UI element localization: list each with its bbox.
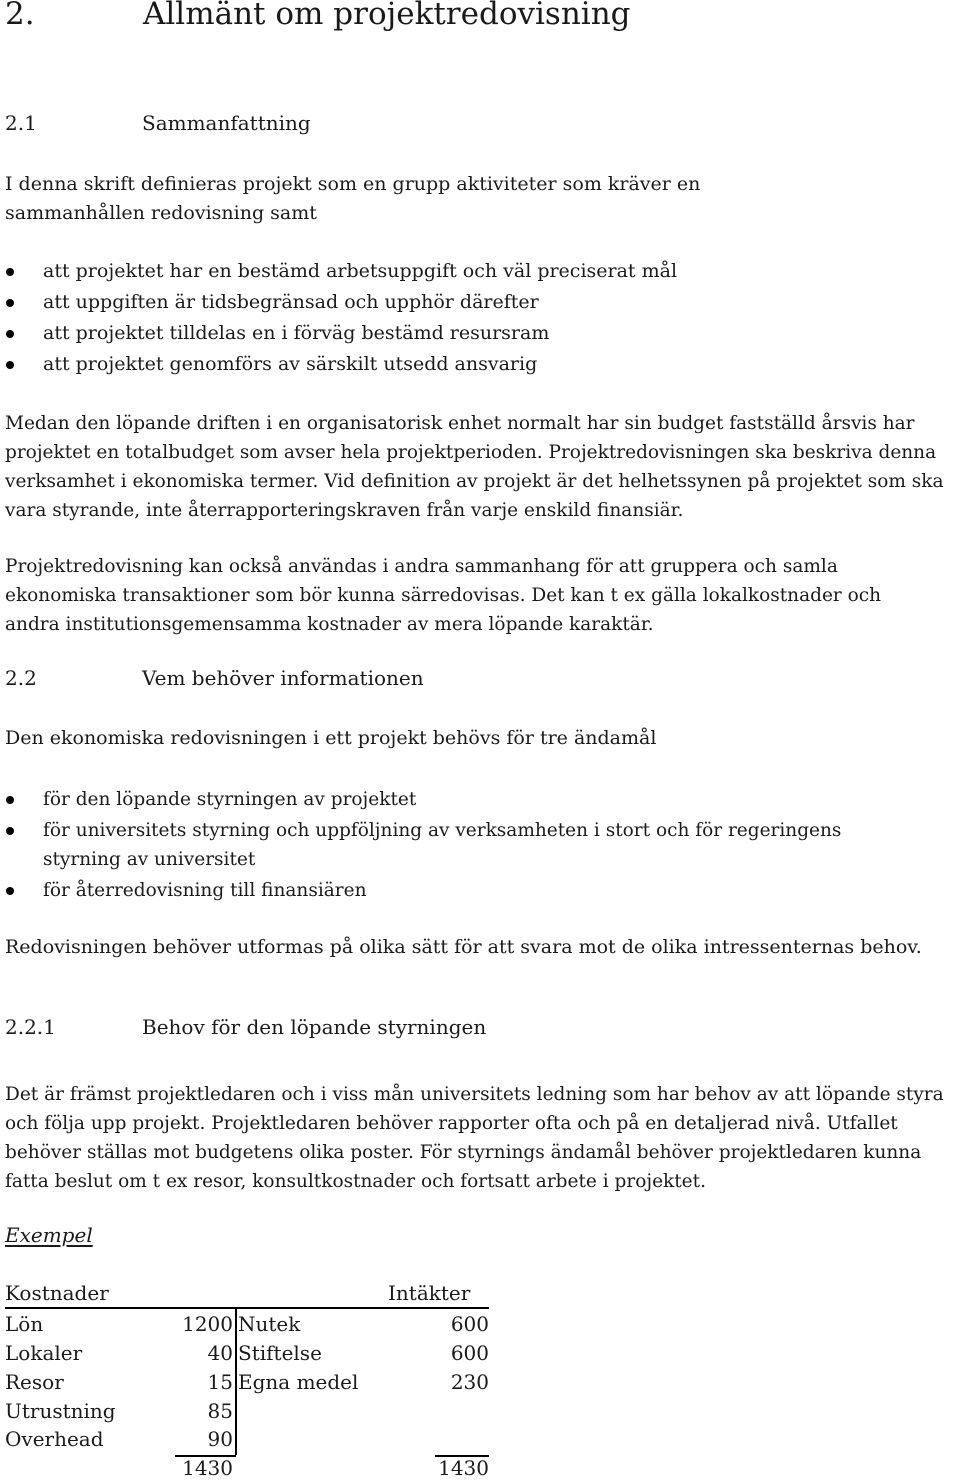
- section-heading-2-2-1: [0, 1015, 960, 1043]
- chapter-title: Allmänt om projektredovisning: [143, 0, 631, 32]
- list-item: att uppgiften är tidsbegränsad och upphör därefter: [0, 287, 677, 318]
- cost-amount: 40: [207, 1341, 233, 1365]
- section-title: Vem behöver informationen: [142, 666, 424, 690]
- cost-amount: 85: [207, 1399, 233, 1423]
- list-item: för universitets styrning och uppföljning av verksamheten i stort och för regeringens styrning av universitet: [0, 816, 923, 874]
- section-number: 2.2: [5, 666, 37, 690]
- income-name: Nutek: [238, 1312, 301, 1336]
- section-number: 2.1: [5, 111, 37, 135]
- income-header: Intäkter: [388, 1281, 471, 1305]
- list-item: att projektet har en bestämd arbetsuppgift och väl preciserat mål: [0, 256, 677, 287]
- example-label: Exempel: [5, 1223, 93, 1247]
- cost-amount: 90: [207, 1427, 233, 1451]
- costs-header: Kostnader: [5, 1281, 109, 1305]
- cost-name: Lokaler: [5, 1341, 83, 1365]
- cost-name: Overhead: [5, 1427, 104, 1451]
- section-2-2-1-paragraph: Det är främst projektledaren och i viss mån universitets ledning som har behov av att löpande styra och följa upp projekt. Projektledaren behöver rapporter ofta och på en detaljerad nivå. Utfallet behöver ställas mot budgetens olika poster. För styrnings ändamål behöver projektledaren kunna fatta beslut om t ex resor, konsultkostnader och fortsatt arbete i projektet.: [5, 1084, 944, 1192]
- cost-name: Lön: [5, 1312, 44, 1336]
- header-rule: [5, 1307, 489, 1309]
- list-item: att projektet genomförs av särskilt utsedd ansvarig: [0, 349, 677, 380]
- costs-total: 1430: [182, 1456, 233, 1480]
- section-heading-2-2: [0, 666, 960, 694]
- bullet-icon: [6, 887, 14, 895]
- section-2-1-paragraph-2: Projektredovisning kan också användas i andra sammanhang för att gruppera och samla ekonomiska transaktioner som bör kunna särredovisas. Det kan t ex gälla lokalkostnader och andra institutionsgemensamma kostnader av mera löpande karaktär.: [5, 556, 882, 635]
- cost-amount: 1200: [182, 1312, 233, 1336]
- income-amount: 230: [450, 1370, 489, 1394]
- list-item: för den löpande styrningen av projektet: [0, 785, 923, 814]
- section-2-1-paragraph-1: Medan den löpande driften i en organisatorisk enhet normalt har sin budget fastställd årsvis har projektet en totalbudget som avser hela projektperioden. Projektredovisningen ska beskriva denna verksamhet i ekonomiska termer. Vid definition av projekt är det helhetssynen på projektet som ska vara styrande, inte återrapporteringskraven från varje enskild finansiär.: [5, 413, 944, 521]
- income-amount: 600: [450, 1341, 489, 1365]
- list-item: för återredovisning till finansiären: [0, 876, 923, 905]
- income-name: Stiftelse: [238, 1341, 322, 1365]
- chapter-heading: [0, 0, 960, 36]
- cost-name: Resor: [5, 1370, 64, 1394]
- bullet-icon: [6, 361, 14, 369]
- cost-amount: 15: [207, 1370, 233, 1394]
- section-2-2-outro: Redovisningen behöver utformas på olika sätt för att svara mot de olika intressenternas behov.: [5, 936, 922, 958]
- income-name: Egna medel: [238, 1370, 359, 1394]
- income-amount: 600: [450, 1312, 489, 1336]
- section-2-2-intro: Den ekonomiska redovisningen i ett projekt behövs för tre ändamål: [5, 727, 657, 749]
- list-item: att projektet tilldelas en i förväg bestämd resursram: [0, 318, 677, 349]
- cost-name: Utrustning: [5, 1399, 116, 1423]
- income-total: 1430: [438, 1456, 489, 1480]
- section-2-1-intro: I denna skrift definieras projekt som en grupp aktiviteter som kräver en sammanhållen redovisning samt: [5, 173, 701, 224]
- section-title: Behov för den löpande styrningen: [142, 1015, 487, 1039]
- bullet-icon: [6, 268, 14, 276]
- chapter-number: 2.: [5, 0, 35, 32]
- bullet-icon: [6, 299, 14, 307]
- section-number: 2.2.1: [5, 1015, 56, 1039]
- column-divider: [235, 1307, 237, 1455]
- purpose-list: [0, 785, 923, 907]
- bullet-icon: [6, 796, 14, 804]
- project-criteria-list: [0, 256, 677, 380]
- bullet-icon: [6, 330, 14, 338]
- section-title: Sammanfattning: [142, 111, 311, 135]
- bullet-icon: [6, 827, 14, 835]
- section-heading-2-1: [0, 111, 960, 139]
